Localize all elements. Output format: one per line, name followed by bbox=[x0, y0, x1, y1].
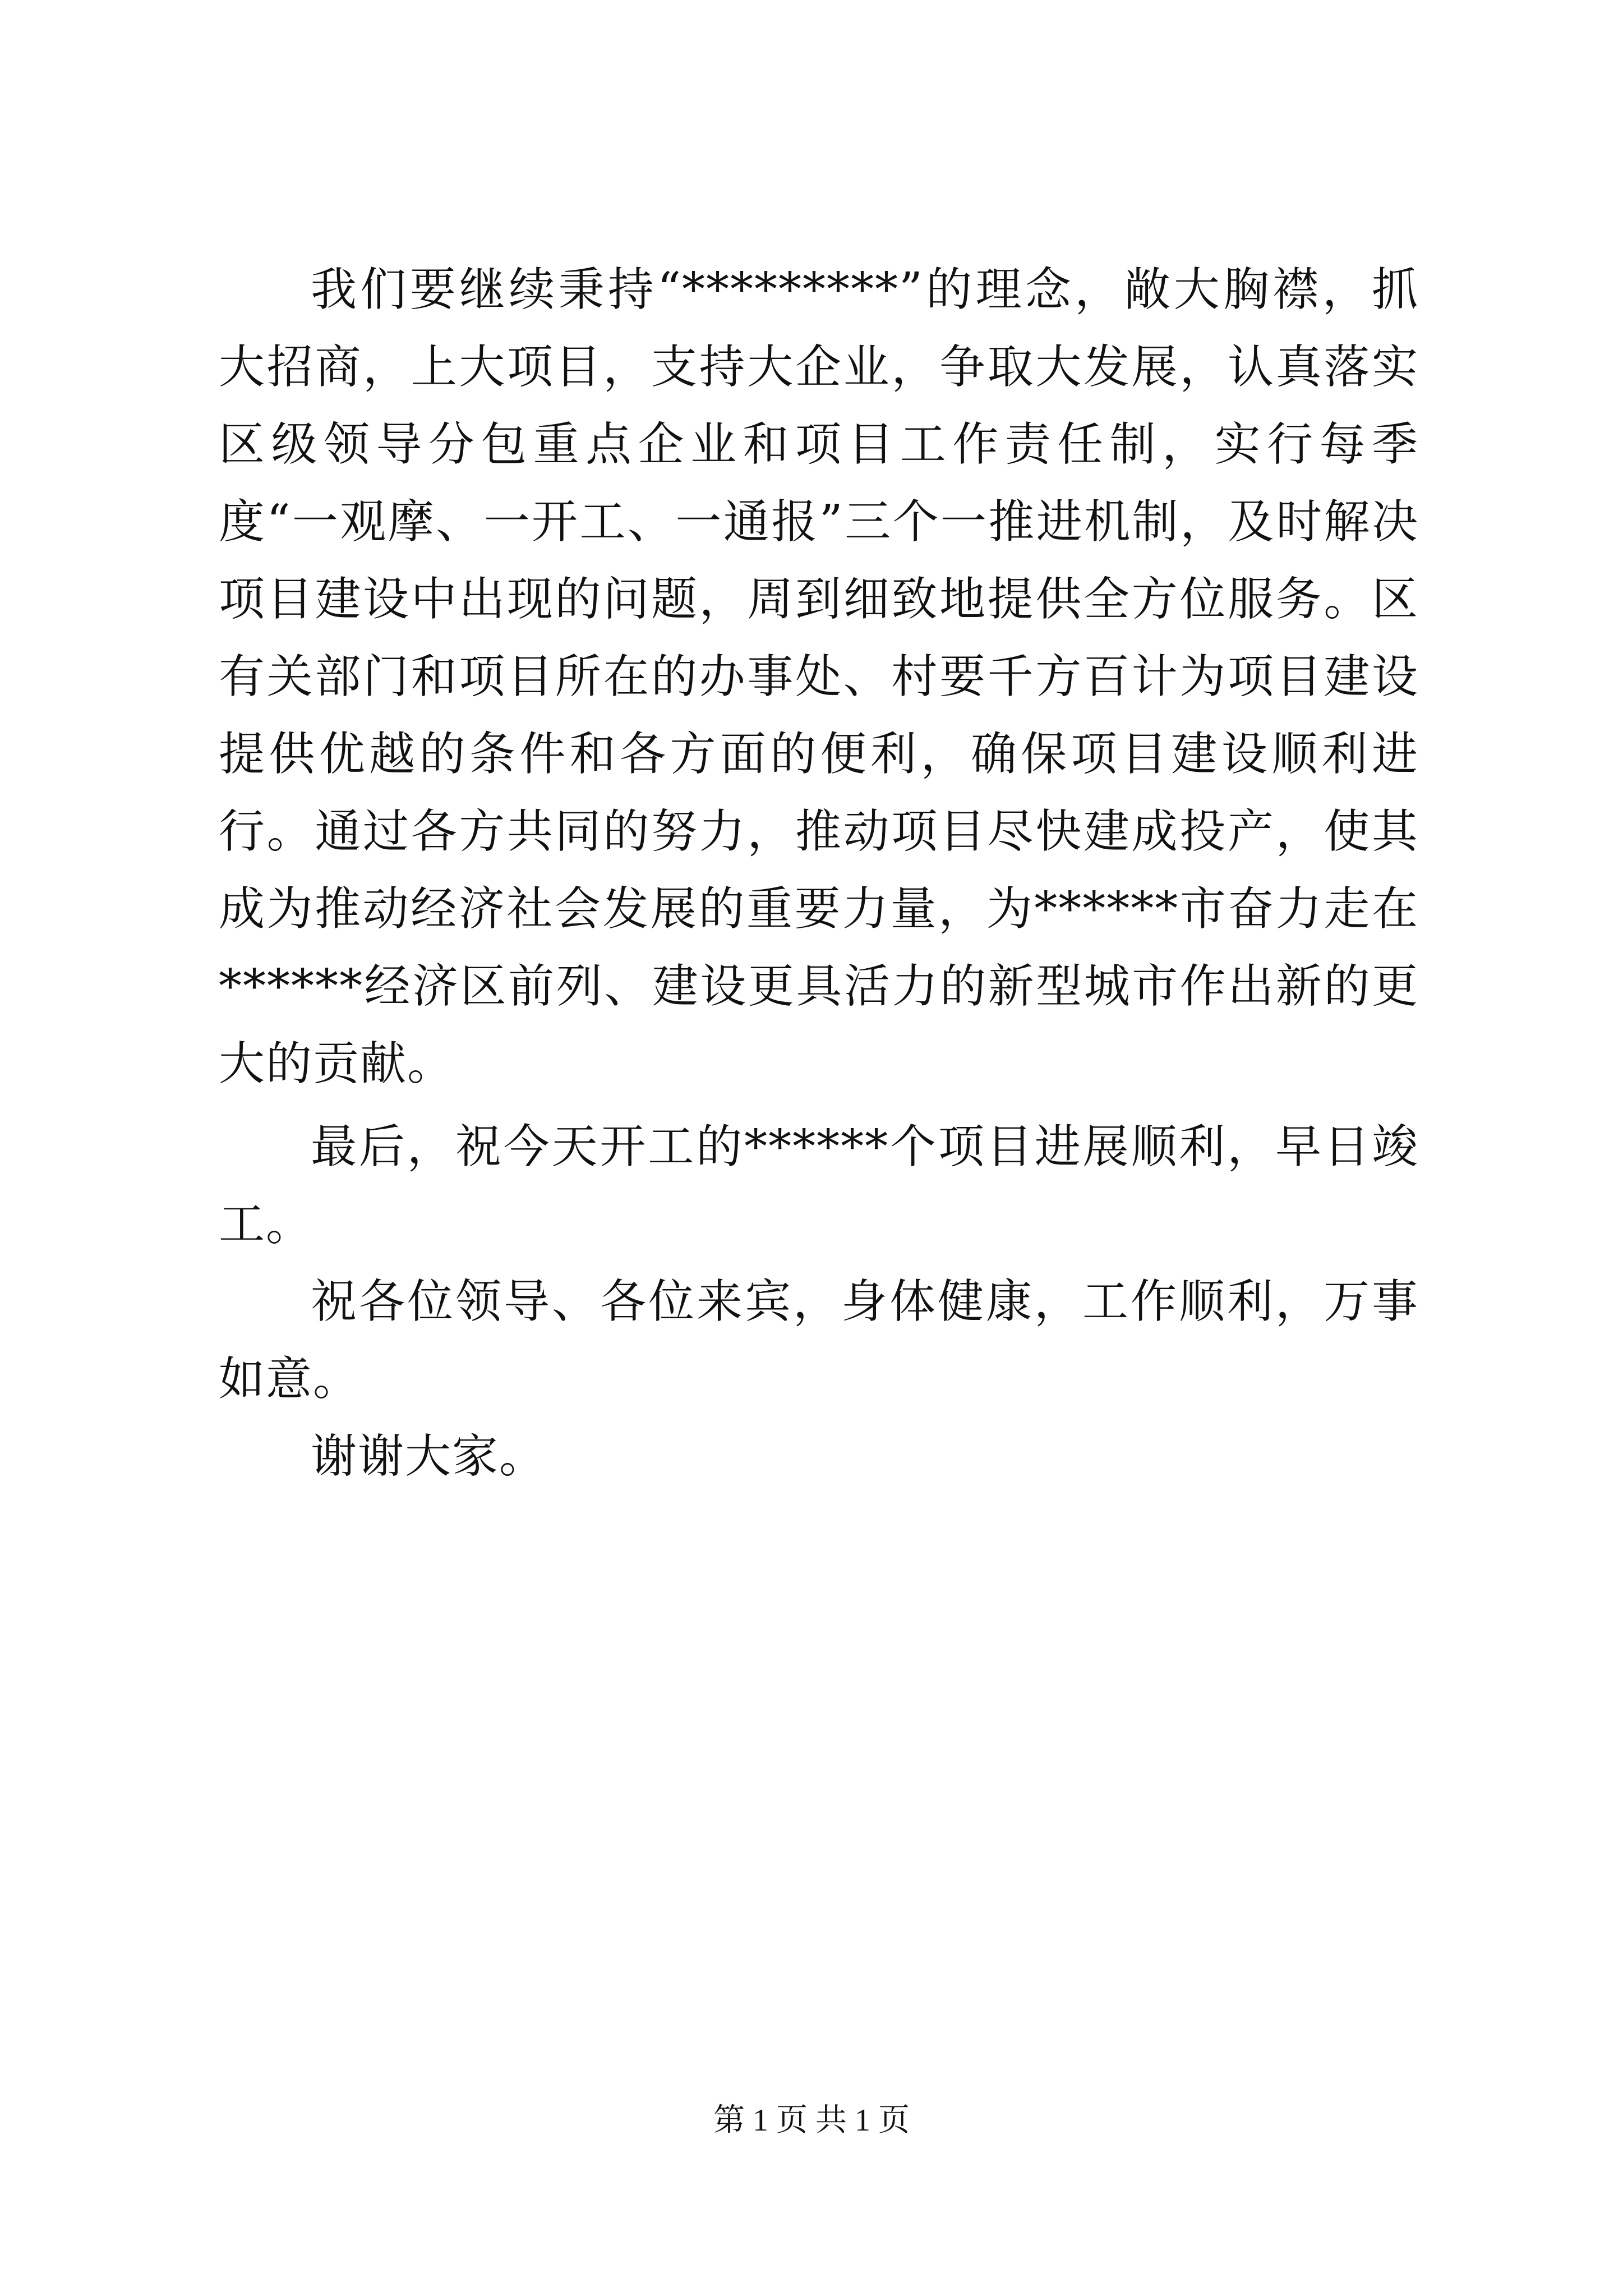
paragraph-blessing: 祝各位领导、各位来宾，身体健康，工作顺利，万事如意。 bbox=[219, 1275, 1419, 1406]
paragraph-thanks: 谢谢大家。 bbox=[311, 1430, 547, 1483]
paragraph-main: 我们要继续秉持“*********”的理念，敞大胸襟，抓大招商，上大项目，支持大企业，争取大发展，认真落实区级领导分包重点企业和项目工作责任制，实行每季度“一观摩、一开工、一通报”三个一推进机制，及时解决项目建设中出现的问题，周到细致地提供全方位服务。区有关部门和项目所在的办事处、村要千方百计为项目建设提供优越的条件和各方面的便利，确保项目建设顺利进行。通过各方共同的努力，推动项目尽快建成投产，使其成为推动经济社会发展的重要力量，为******市奋力走在******经济区前列、建设更具活力的新型城市作出新的更大的贡献。 bbox=[219, 263, 1419, 1091]
document-body bbox=[219, 251, 1419, 1496]
page-number-footer: 第 1 页 共 1 页 bbox=[713, 2103, 910, 2138]
paragraph-closing-wish: 最后，祝今天开工的******个项目进展顺利，早日竣工。 bbox=[219, 1120, 1419, 1251]
